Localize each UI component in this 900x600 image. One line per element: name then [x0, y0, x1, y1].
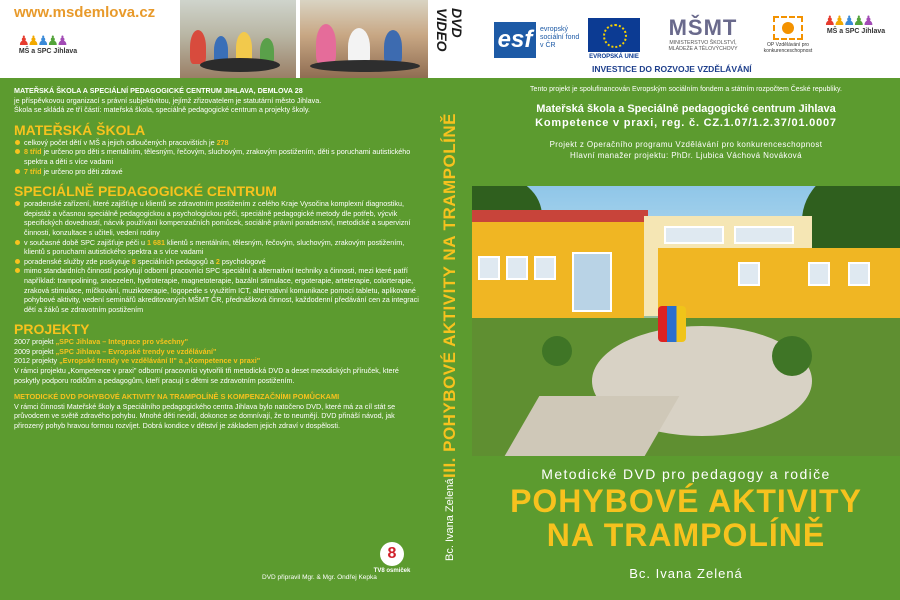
back-header-band	[0, 0, 428, 78]
therapy-photo-1	[178, 0, 296, 78]
spine-title-text: III. POHYBOVÉ AKTIVITY NA TRAMPOLÍNĚ	[440, 113, 459, 478]
spine-author	[428, 470, 472, 570]
manager-line: Hlavní manažer projektu: PhDr. Ljubica Váchová Nováková	[570, 151, 802, 160]
esf-logo	[494, 22, 582, 58]
tv8-icon: 8	[380, 542, 404, 566]
ms-item: 7 tříd je určeno pro děti zdravé	[14, 167, 420, 177]
op-logo	[758, 16, 818, 54]
playground-equipment	[658, 306, 686, 342]
ms-item: 8 tříd je určeno pro děti s mentálním, tělesným, řečovým, sluchovým, zrakovým postižením, děti s poruchami autistického spektra a děti s více vadami	[14, 147, 420, 166]
spine	[428, 0, 472, 600]
spc-item: mimo standardních činností poskytují odborní pracovníci SPC speciální a alternativní techniky a činnosti, mezi které patří například: trampolining, snoezelen, hydroterapie, magnetoterapie, bazální stimulace, ergoterapie, arteterapie, colorterapie, zraková stimulace, míčkování, muzikoterapie, logopedie s využitím ICT, alternativní komunikace pomocí tabletu, aplikované pohybové aktivity, vedení seminářů akreditovaných MŠMT ČR, přednášková činnost, každodenní předávání cen za integraci dětí a žáků se zdravotním postižením	[14, 266, 420, 314]
intro-heading: MATEŘSKÁ ŠKOLA A SPECIÁLNÍ PEDAGOGICKÉ CENTRUM JIHLAVA, DEMLOVA 28	[14, 86, 303, 95]
front-cover	[472, 0, 900, 600]
dvd-credit: DVD připravil Mgr. & Mgr. Ondřej Kepka	[262, 574, 377, 581]
main-title-line-2: NA TRAMPOLÍNĚ	[546, 517, 826, 553]
projects-heading: PROJEKTY	[14, 321, 90, 338]
therapy-photo-2	[298, 0, 428, 78]
spine-title	[428, 78, 472, 478]
eu-caption: EVROPSKÁ UNIE	[589, 54, 639, 60]
school-logo	[18, 34, 78, 55]
project-line: 2009 projekt „SPC Jihlava – Evropské trendy ve vzdělávání"	[14, 346, 217, 356]
school-logo	[824, 14, 888, 35]
project-info	[472, 86, 900, 161]
esf-mark: esf	[494, 22, 536, 58]
registration-line: Kompetence v praxi, reg. č. CZ.1.07/1.2.37/01.0007	[535, 117, 837, 129]
eu-logo	[588, 18, 648, 60]
eu-flag-icon	[588, 18, 640, 52]
esf-text: evropský sociální fond v ČR	[540, 26, 580, 49]
spc-item: poradenské zařízení, které zajišťuje u klientů se zdravotním postižením z celého Kraje Vysočina komplexní diagnostiku, depistáž a včasnou speciálně pedagogickou a psychologickou péči, speciálně pedagogické metody dle potřeb, výcvik specifických dovedností, nácvik používání kompenzačních pomůcek, sociálně právní poradenství, metodické a supervizní činnosti, konzultace s učiteli, vedení rodiny	[14, 199, 420, 237]
op-caption: OP Vzdělávání pro konkurenceschopnost	[763, 42, 813, 54]
back-text	[14, 86, 420, 431]
project-line: 2007 projekt „SPC Jihlava – Integrace pro všechny"	[14, 337, 189, 347]
subtitle: Metodické DVD pro pedagogy a rodiče	[541, 466, 831, 482]
ms-item: celkový počet dětí v MŠ a jejich odloučených pracovištích je 278	[14, 138, 420, 148]
intro-line-2: Škola se skládá ze tří částí: mateřská škola, speciálně pedagogické centrum a projekty školy.	[14, 105, 310, 115]
op-vk-icon	[773, 16, 803, 40]
spc-list	[14, 199, 420, 314]
ms-heading: MATEŘSKÁ ŠKOLA	[14, 121, 146, 138]
msmt-logo	[660, 16, 746, 52]
projects-text: V rámci projektu „Kompetence v praxi" odborní pracovníci vytvořili tři metodická DVD a deset metodických příruček, které poskytly podporu rodičům a pedagogům, kteří pracují s dětmi se zdravotním postižením.	[14, 366, 399, 385]
ms-list	[14, 138, 420, 176]
school-logo-label: MŠ a SPC Jihlava	[18, 48, 78, 55]
website-url[interactable]: www.msdemlova.cz	[14, 4, 156, 21]
spc-item: v současné době SPC zajišťuje péči u 1 681 klientů s mentálním, tělesným, řečovým, sluchovým, zrakovým postižením, klientů s poruchami autistického spektra a s více vadami	[14, 238, 420, 257]
dvd-video-logo: DVD VIDEO	[434, 8, 465, 52]
spc-heading: SPECIÁLNĚ PEDAGOGICKÉ CENTRUM	[14, 183, 277, 200]
school-building-photo	[472, 186, 900, 456]
kids-figures-icon: ♟♟♟♟♟	[18, 33, 67, 48]
intro-line-1: je příspěvkovou organizací s právní subjektivitou, jejímž zřizovatelem je statutární město Jihlava.	[14, 95, 322, 105]
funding-note: Tento projekt je spolufinancován Evropským sociálním fondem a státním rozpočtem České republiky.	[530, 86, 842, 93]
program-line: Projekt z Operačního programu Vzdělávání pro konkurenceschopnost	[549, 140, 823, 149]
spine-author-text: Bc. Ivana Zelená	[444, 478, 456, 562]
school-logo-label: MŠ a SPC Jihlava	[826, 28, 886, 35]
msmt-mark: MŠMT	[668, 15, 738, 40]
main-title	[472, 484, 900, 552]
spc-item: poradenské služby zde poskytuje 8 speciálních pedagogů a 2 psychologové	[14, 257, 420, 267]
investice-slogan: INVESTICE DO ROZVOJE VZDĚLÁVÁNÍ	[592, 64, 752, 74]
dvd-heading: METODICKÉ DVD POHYBOVÉ AKTIVITY NA TRAMPOLÍNĚ S KOMPENZAČNÍMI POMŮCKAMI	[14, 392, 340, 402]
kids-figures-icon: ♟♟♟♟♟	[824, 13, 873, 28]
msmt-caption: MINISTERSTVO ŠKOLSTVÍ, MLÁDEŽE A TĚLOVÝCHOVY	[668, 40, 738, 52]
front-header-band	[472, 0, 900, 78]
spine-header-band	[428, 0, 472, 78]
dvd-text: V rámci činnosti Mateřské školy a Speciálního pedagogického centra Jihlava bylo natočeno DVD, které má za cíl stát se průvodcem ve světě zdravého pohybu. Mnohé děti nevidí, dokonce se domnívají, že to neumějí. DVD přináší návod, jak přirozený pohyb hravou formou rozvíjet. Dobrá kondice v dětství je základem jejich zdraví v dospělosti.	[14, 401, 396, 431]
tv-logo	[372, 542, 412, 574]
back-cover	[0, 0, 428, 600]
tv-label: TV8 osmiček	[373, 568, 411, 574]
author: Bc. Ivana Zelená	[629, 566, 743, 581]
project-line: 2012 projekty „Evropské trendy ve vzdělávání II" a „Kompetence v praxi"	[14, 356, 261, 366]
main-title-line-1: POHYBOVÉ AKTIVITY	[510, 483, 862, 519]
school-title: Mateřská škola a Speciálně pedagogické centrum Jihlava	[536, 103, 836, 115]
